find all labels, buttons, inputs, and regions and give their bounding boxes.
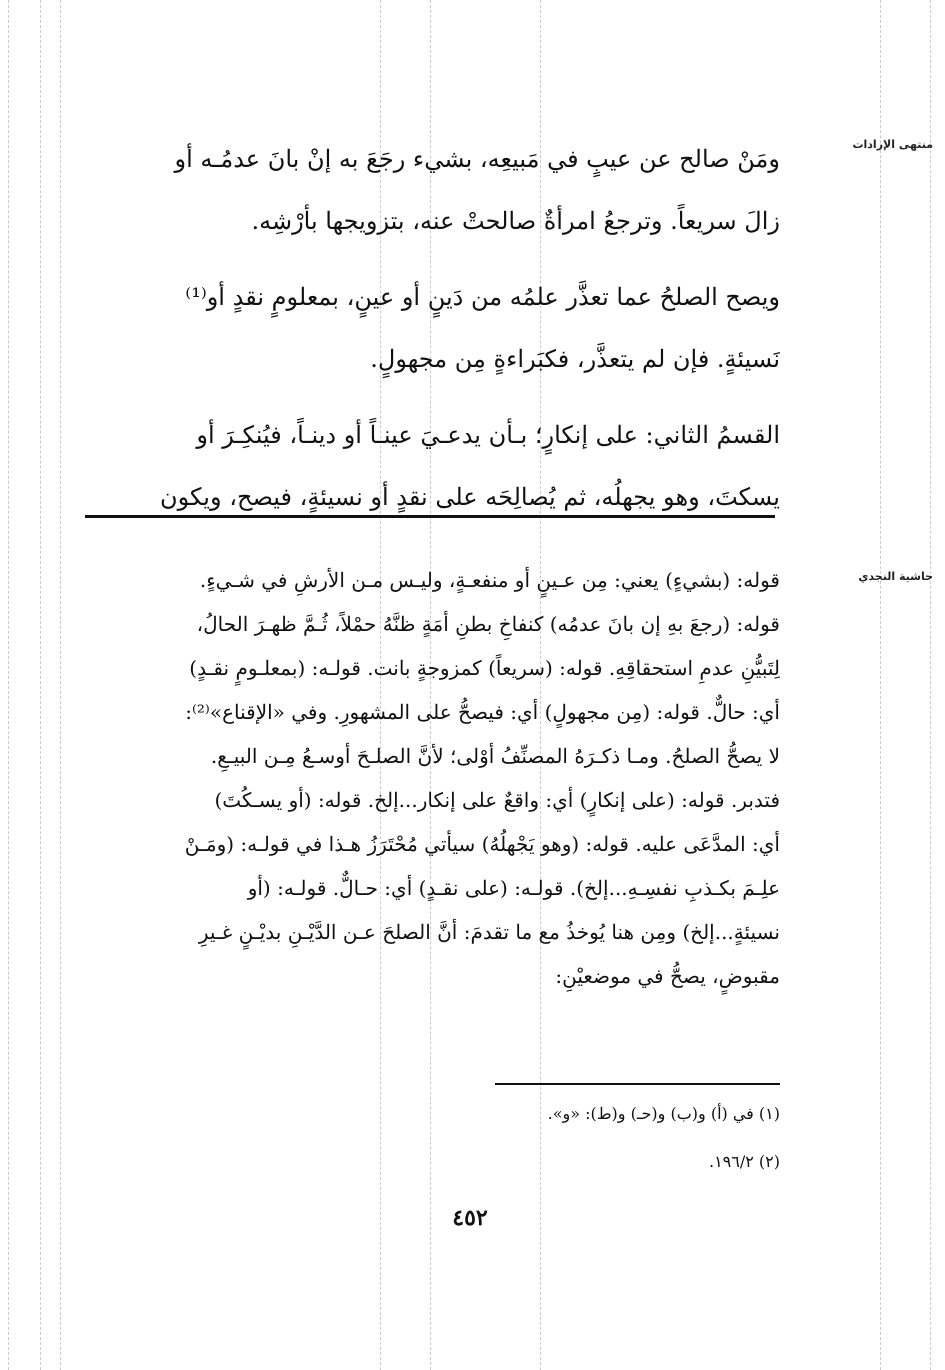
text-line: قوله: (رجعَ بهِ إن بانَ عدمُه) كنفاخِ بطنِ أمَةٍ ظنَّهُ حمْلاً، ثُـمَّ ظهـرَ الحالُ،	[196, 612, 780, 636]
text-line: ومَنْ صالح عن عيبٍ في مَبيعِه، بشيء رجَعَ به إنْ بانَ عدمُـه أو	[174, 145, 780, 173]
section-divider	[85, 515, 775, 518]
main-paragraph	[80, 266, 780, 390]
side-label-hashiya: حاشية النجدي	[858, 570, 933, 583]
page-number: ٤٥٢	[452, 1205, 488, 1231]
hashiya-text	[80, 558, 780, 998]
text-line: زالَ سريعاً. وترجعُ امرأةٌ صالحتْ عنه، بتزويجها بأرْشِه.	[251, 207, 780, 235]
text-line: أي: المدَّعَى عليه. قوله: (وهو يَجْهلُهُ) سيأتي مُحْتَرَزُ هـذا في قولـه: (ومَـنْ	[184, 832, 780, 856]
text-line: علِـمَ بكـذبِ نفسِـهِ...إلخ). قولـه: (على نقـدٍ) أي: حـالٌّ. قولـه: (أو	[247, 876, 780, 900]
text-line: لا يصحُّ الصلحُ. ومـا ذكـرَهُ المصنِّفُ أوْلى؛ لأنَّ الصلـحَ أوسـعُ مِـن البيـعِ.	[210, 744, 780, 768]
text-line: نَسيئةٍ. فإن لم يتعذَّر، فكبَراءةٍ مِن مجهولٍ.	[370, 345, 780, 373]
footnote: (٢) ١٩٦/٢.	[708, 1152, 780, 1171]
guide-line	[880, 0, 881, 1370]
footnote: (١) في (أ) و(ب) و(حـ) و(ط): «و».	[547, 1104, 780, 1123]
guide-line	[40, 0, 41, 1370]
footnotes	[400, 1090, 780, 1186]
text-line: ويصح الصلحُ عما تعذَّر علمُه من دَينٍ أو عينٍ، بمعلومٍ نقدٍ أو⁽¹⁾	[185, 283, 780, 311]
text-line: قوله: (بشيءٍ) يعني: مِن عـينٍ أو منفعـةٍ، وليـس مـن الأرشِ في شـيءٍ.	[199, 568, 780, 592]
text-line: فتدبر. قوله: (على إنكارٍ) أي: واقعٌ على إنكار...إلخ. قوله: (أو يسـكُتَ)	[214, 788, 780, 812]
text-line: يسكتَ، وهو يجهلُه، ثم يُصالِحَه على نقدٍ أو نسيئةٍ، فيصح، ويكون	[160, 483, 780, 511]
guide-line	[8, 0, 9, 1370]
text-line: لِتَبيُّنِ عدمِ استحقاقِهِ. قوله: (سريعاً) كمزوجةٍ بانت. قولـه: (بمعلـومٍ نقـدٍ)	[189, 656, 780, 680]
guide-line	[60, 0, 61, 1370]
guide-line	[930, 0, 931, 1370]
main-text	[80, 128, 780, 542]
text-line: مقبوضٍ، يصحُّ في موضعيْنِ:	[555, 964, 780, 988]
text-line: نسيئةٍ...إلخ) ومِن هنا يُوخذُ مع ما تقدمَ: أنَّ الصلحَ عـن الدَّيْـنِ بديْـنٍ غـيرِ	[198, 920, 780, 944]
text-line: أي: حالٌّ. قوله: (مِن مجهولٍ) أي: فيصحُّ على المشهورِ. وفي «الإقناع»⁽²⁾:	[185, 700, 780, 724]
main-paragraph	[80, 404, 780, 528]
main-paragraph	[80, 128, 780, 252]
side-label-main: منتهى الإرادات	[852, 138, 933, 151]
footnote-divider	[495, 1083, 780, 1085]
text-line: القسمُ الثاني: على إنكارٍ؛ بـأن يدعـيَ عينـاً أو دينـاً، فيُنكِـرَ أو	[196, 421, 780, 449]
